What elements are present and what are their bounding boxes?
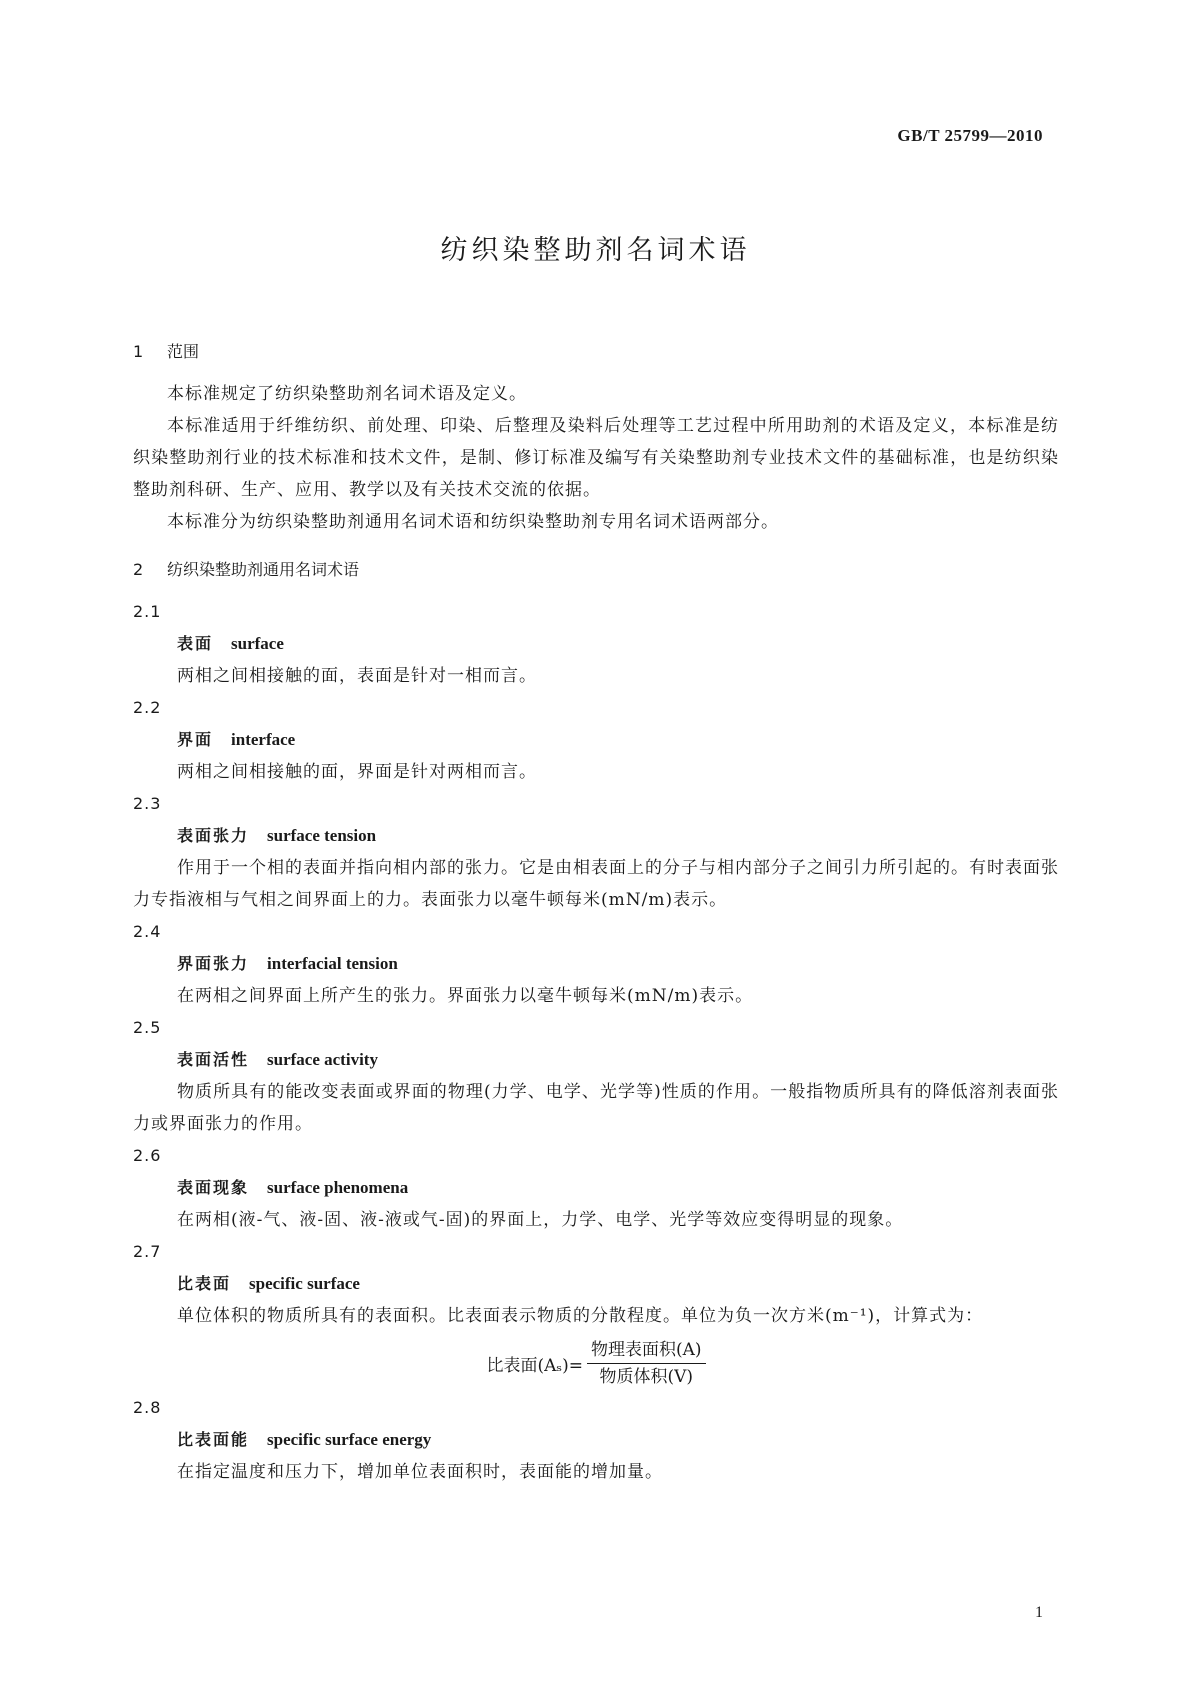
term-number: 2.2: [133, 698, 162, 717]
term-number: 2.1: [133, 602, 162, 621]
term-definition: 在两相之间界面上所产生的张力。界面张力以毫牛顿每米(mN/m)表示。: [177, 986, 754, 1006]
term-heading: 比表面 specific surface: [177, 1274, 360, 1293]
term-definition: 单位体积的物质所具有的表面积。比表面表示物质的分散程度。单位为负一次方米(m⁻¹)，计算式为：: [177, 1306, 984, 1326]
section-1-paragraph: 本标准分为纺织染整助剂通用名词术语和纺织染整助剂专用名词术语两部分。: [167, 512, 779, 532]
term-heading: 表面 surface: [177, 634, 284, 653]
term-number: 2.4: [133, 922, 162, 941]
standard-number: GB/T 25799—2010: [897, 126, 1043, 145]
document-body: [133, 340, 1059, 1488]
term-heading: 表面张力 surface tension: [177, 826, 377, 845]
term-heading: 表面现象 surface phenomena: [177, 1178, 409, 1197]
term-definition: 在两相(液-气、液-固、液-液或气-固)的界面上，力学、电学、光学等效应变得明显的现象。: [177, 1210, 904, 1230]
term-number: 2.6: [133, 1146, 162, 1165]
term-definition: 两相之间相接触的面，界面是针对两相而言。: [177, 762, 537, 782]
formula-lhs: 比表面(Aₛ)=: [486, 1355, 583, 1376]
section-1-paragraph: 本标准适用于纤维纺织、前处理、印染、后整理及染料后处理等工艺过程中所用助剂的术语及定义，本标准是纺织染整助剂行业的技术标准和技术文件，是制、修订标准及编写有关染整助剂专业技术文件的基础标准，也是纺织染整助剂科研、生产、应用、教学以及有关技术交流的依据。: [133, 416, 1059, 500]
document-title: 纺织染整助剂名词术语: [440, 235, 751, 266]
term-number: 2.7: [133, 1242, 162, 1261]
term-heading: 界面 interface: [177, 730, 296, 749]
section-2-heading: 2 纺织染整助剂通用名词术语: [133, 560, 360, 579]
specific-surface-formula: [133, 1334, 1059, 1392]
term-heading: 比表面能 specific surface energy: [177, 1430, 432, 1449]
term-number: 2.3: [133, 794, 162, 813]
term-number: 2.8: [133, 1398, 162, 1417]
section-1-paragraph: 本标准规定了纺织染整助剂名词术语及定义。: [167, 384, 527, 404]
term-definition: 两相之间相接触的面，表面是针对一相而言。: [177, 666, 537, 686]
term-definition: 在指定温度和压力下，增加单位表面积时，表面能的增加量。: [177, 1462, 663, 1482]
section-1-heading: 1 范围: [133, 342, 200, 361]
formula-denominator: 物质体积(V): [599, 1366, 694, 1387]
term-definition: 物质所具有的能改变表面或界面的物理(力学、电学、光学等)性质的作用。一般指物质所具有的降低溶剂表面张力或界面张力的作用。: [133, 1082, 1059, 1134]
formula-numerator: 物理表面积(A): [587, 1339, 706, 1364]
page-number: 1: [1035, 1604, 1043, 1621]
formula-fraction: [587, 1339, 706, 1388]
term-heading: 表面活性 surface activity: [177, 1050, 378, 1069]
term-number: 2.5: [133, 1018, 162, 1037]
term-definition: 作用于一个相的表面并指向相内部的张力。它是由相表面上的分子与相内部分子之间引力所引起的。有时表面张力专指液相与气相之间界面上的力。表面张力以毫牛顿每米(mN/m)表示。: [133, 858, 1059, 910]
term-heading: 界面张力 interfacial tension: [177, 954, 398, 973]
